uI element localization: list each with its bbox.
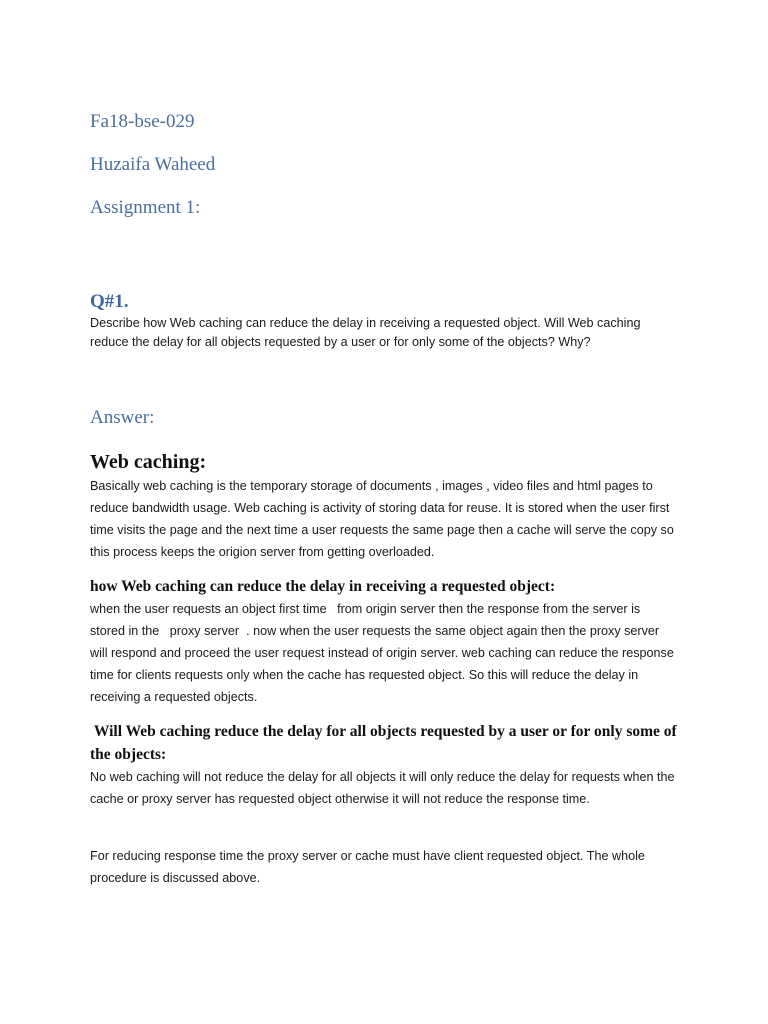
student-id: Fa18-bse-029 — [90, 111, 195, 132]
all-objects-paragraph: No web caching will not reduce the delay for all objects it will only reduce the delay for requests when the cache or proxy server has requested object otherwise it will not reduce the response time. — [90, 770, 679, 806]
all-objects-heading: Will Web caching reduce the delay for all objects requested by a user or for only some of the objects: — [90, 723, 681, 763]
assignment-title: Assignment 1: — [90, 197, 201, 218]
question-text: Describe how Web caching can reduce the delay in receiving a requested object. Will Web caching reduce the delay for all objects requested by a user or for only some of the objects? Why? — [90, 316, 644, 349]
question-title: Q#1. — [90, 291, 129, 312]
answer-title: Answer: — [90, 407, 155, 428]
delay-reduction-paragraph: when the user requests an object first time from origin server then the response from the server is stored in the proxy server . now when the user requests the same object again then the proxy server will respond and proceed the user request instead of origin server. web caching can reduce the response time for clients requests only when the cache has requested object. So this will reduce the delay in receiving a requested objects. — [90, 602, 678, 704]
web-caching-paragraph: Basically web caching is the temporary storage of documents , images , video files and html pages to reduce bandwidth usage. Web caching is activity of storing data for reuse. It is stored when the user first time visits the page and the next time a user requests the same page then a cache will serve the copy so this process keeps the origion server from getting overloaded. — [90, 479, 678, 559]
delay-reduction-heading: how Web caching can reduce the delay in receiving a requested object: — [90, 578, 556, 595]
closing-paragraph: For reducing response time the proxy server or cache must have client requested object. The whole procedure is discussed above. — [90, 849, 649, 885]
web-caching-heading: Web caching: — [90, 451, 207, 473]
student-name: Huzaifa Waheed — [90, 154, 216, 175]
